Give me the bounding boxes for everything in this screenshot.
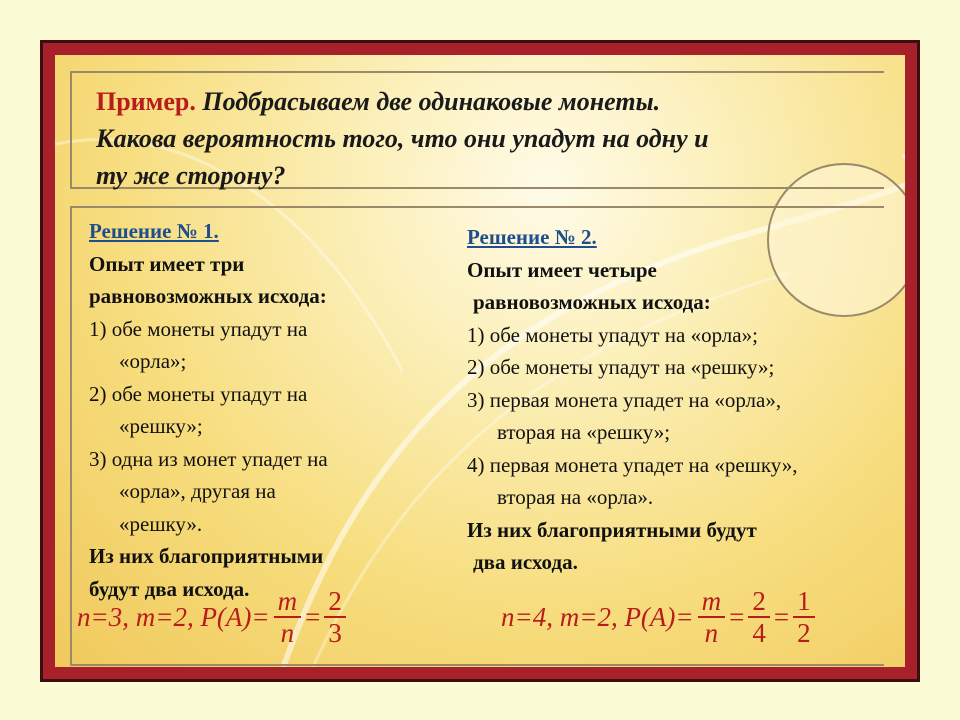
fraction-denominator: 4 xyxy=(752,618,766,648)
solution-2-line: Из них благоприятными будут xyxy=(467,517,757,542)
problem-line-1: Подбрасываем две одинаковые монеты. xyxy=(202,87,661,116)
solution-2-line: 4) первая монета упадет на «решку», xyxy=(467,452,798,477)
solution-1-line: Из них благоприятными xyxy=(89,544,324,568)
solution-2-line: 1) обе монеты упадут на «орла»; xyxy=(467,322,758,347)
formula-2-lhs: n=4, m=2, P(A)= xyxy=(501,601,694,632)
fraction-numerator: m xyxy=(274,586,302,618)
solution-1-line: «орла»; xyxy=(119,349,187,373)
fraction-denominator: 3 xyxy=(328,618,342,648)
solution-2-line: вторая на «решку»; xyxy=(497,420,671,444)
fraction-numerator: m xyxy=(698,586,726,618)
problem-statement xyxy=(70,71,884,189)
formula-2 xyxy=(501,586,819,648)
fraction-denominator: n xyxy=(280,618,295,648)
equals-sign: = xyxy=(729,601,745,632)
formula-1 xyxy=(77,586,350,648)
solution-2 xyxy=(467,221,798,579)
solution-2-line: вторая на «орла». xyxy=(497,485,654,509)
solution-1-line: 1) обе монеты упадут на xyxy=(89,316,308,341)
problem-lead: Пример. xyxy=(96,87,196,116)
solution-2-line: равновозможных исхода: xyxy=(473,290,711,314)
equals-sign: = xyxy=(773,601,790,632)
solution-1-line: равновозможных исхода: xyxy=(89,284,327,308)
fraction-numerator: 1 xyxy=(793,586,815,618)
formula-2-fraction-2-4 xyxy=(748,586,770,648)
solution-2-line: 2) обе монеты упадут на «решку»; xyxy=(467,355,775,379)
formula-2-fraction-m-n xyxy=(698,586,726,648)
solution-2-line: 3) первая монета упадет на «орла», xyxy=(467,387,782,412)
problem-line-3: ту же сторону? xyxy=(96,161,286,190)
solution-1-line: 3) одна из монет упадет на xyxy=(89,446,328,471)
formula-1-fraction-result xyxy=(324,586,346,648)
solution-1-line: «орла», другая на xyxy=(119,479,276,503)
formula-1-fraction-m-n xyxy=(274,586,302,648)
problem-line-2: Какова вероятность того, что они упадут на одну и xyxy=(96,124,709,153)
solution-1 xyxy=(89,215,328,605)
fraction-denominator: n xyxy=(704,618,719,648)
fraction-denominator: 2 xyxy=(797,618,811,648)
slide-panel xyxy=(55,55,905,667)
solution-1-line: Опыт имеет три xyxy=(89,251,245,276)
formula-2-fraction-result xyxy=(793,586,815,648)
formula-1-lhs: n=3, m=2, P(A)= xyxy=(77,601,270,632)
slide-frame xyxy=(40,40,920,682)
solution-2-line: Опыт имеет четыре xyxy=(467,257,657,282)
solution-1-line: «решку». xyxy=(119,511,203,536)
solution-1-line: «решку»; xyxy=(119,414,203,438)
solution-1-header: Решение № 1. xyxy=(89,219,219,243)
solution-2-header: Решение № 2. xyxy=(467,225,597,249)
equals-sign: = xyxy=(305,601,321,632)
solution-2-line: два исхода. xyxy=(473,550,578,574)
fraction-numerator: 2 xyxy=(748,586,770,618)
solution-1-line: будут два исхода. xyxy=(89,576,250,601)
solution-1-line: 2) обе монеты упадут на xyxy=(89,381,308,406)
fraction-numerator: 2 xyxy=(324,586,346,618)
